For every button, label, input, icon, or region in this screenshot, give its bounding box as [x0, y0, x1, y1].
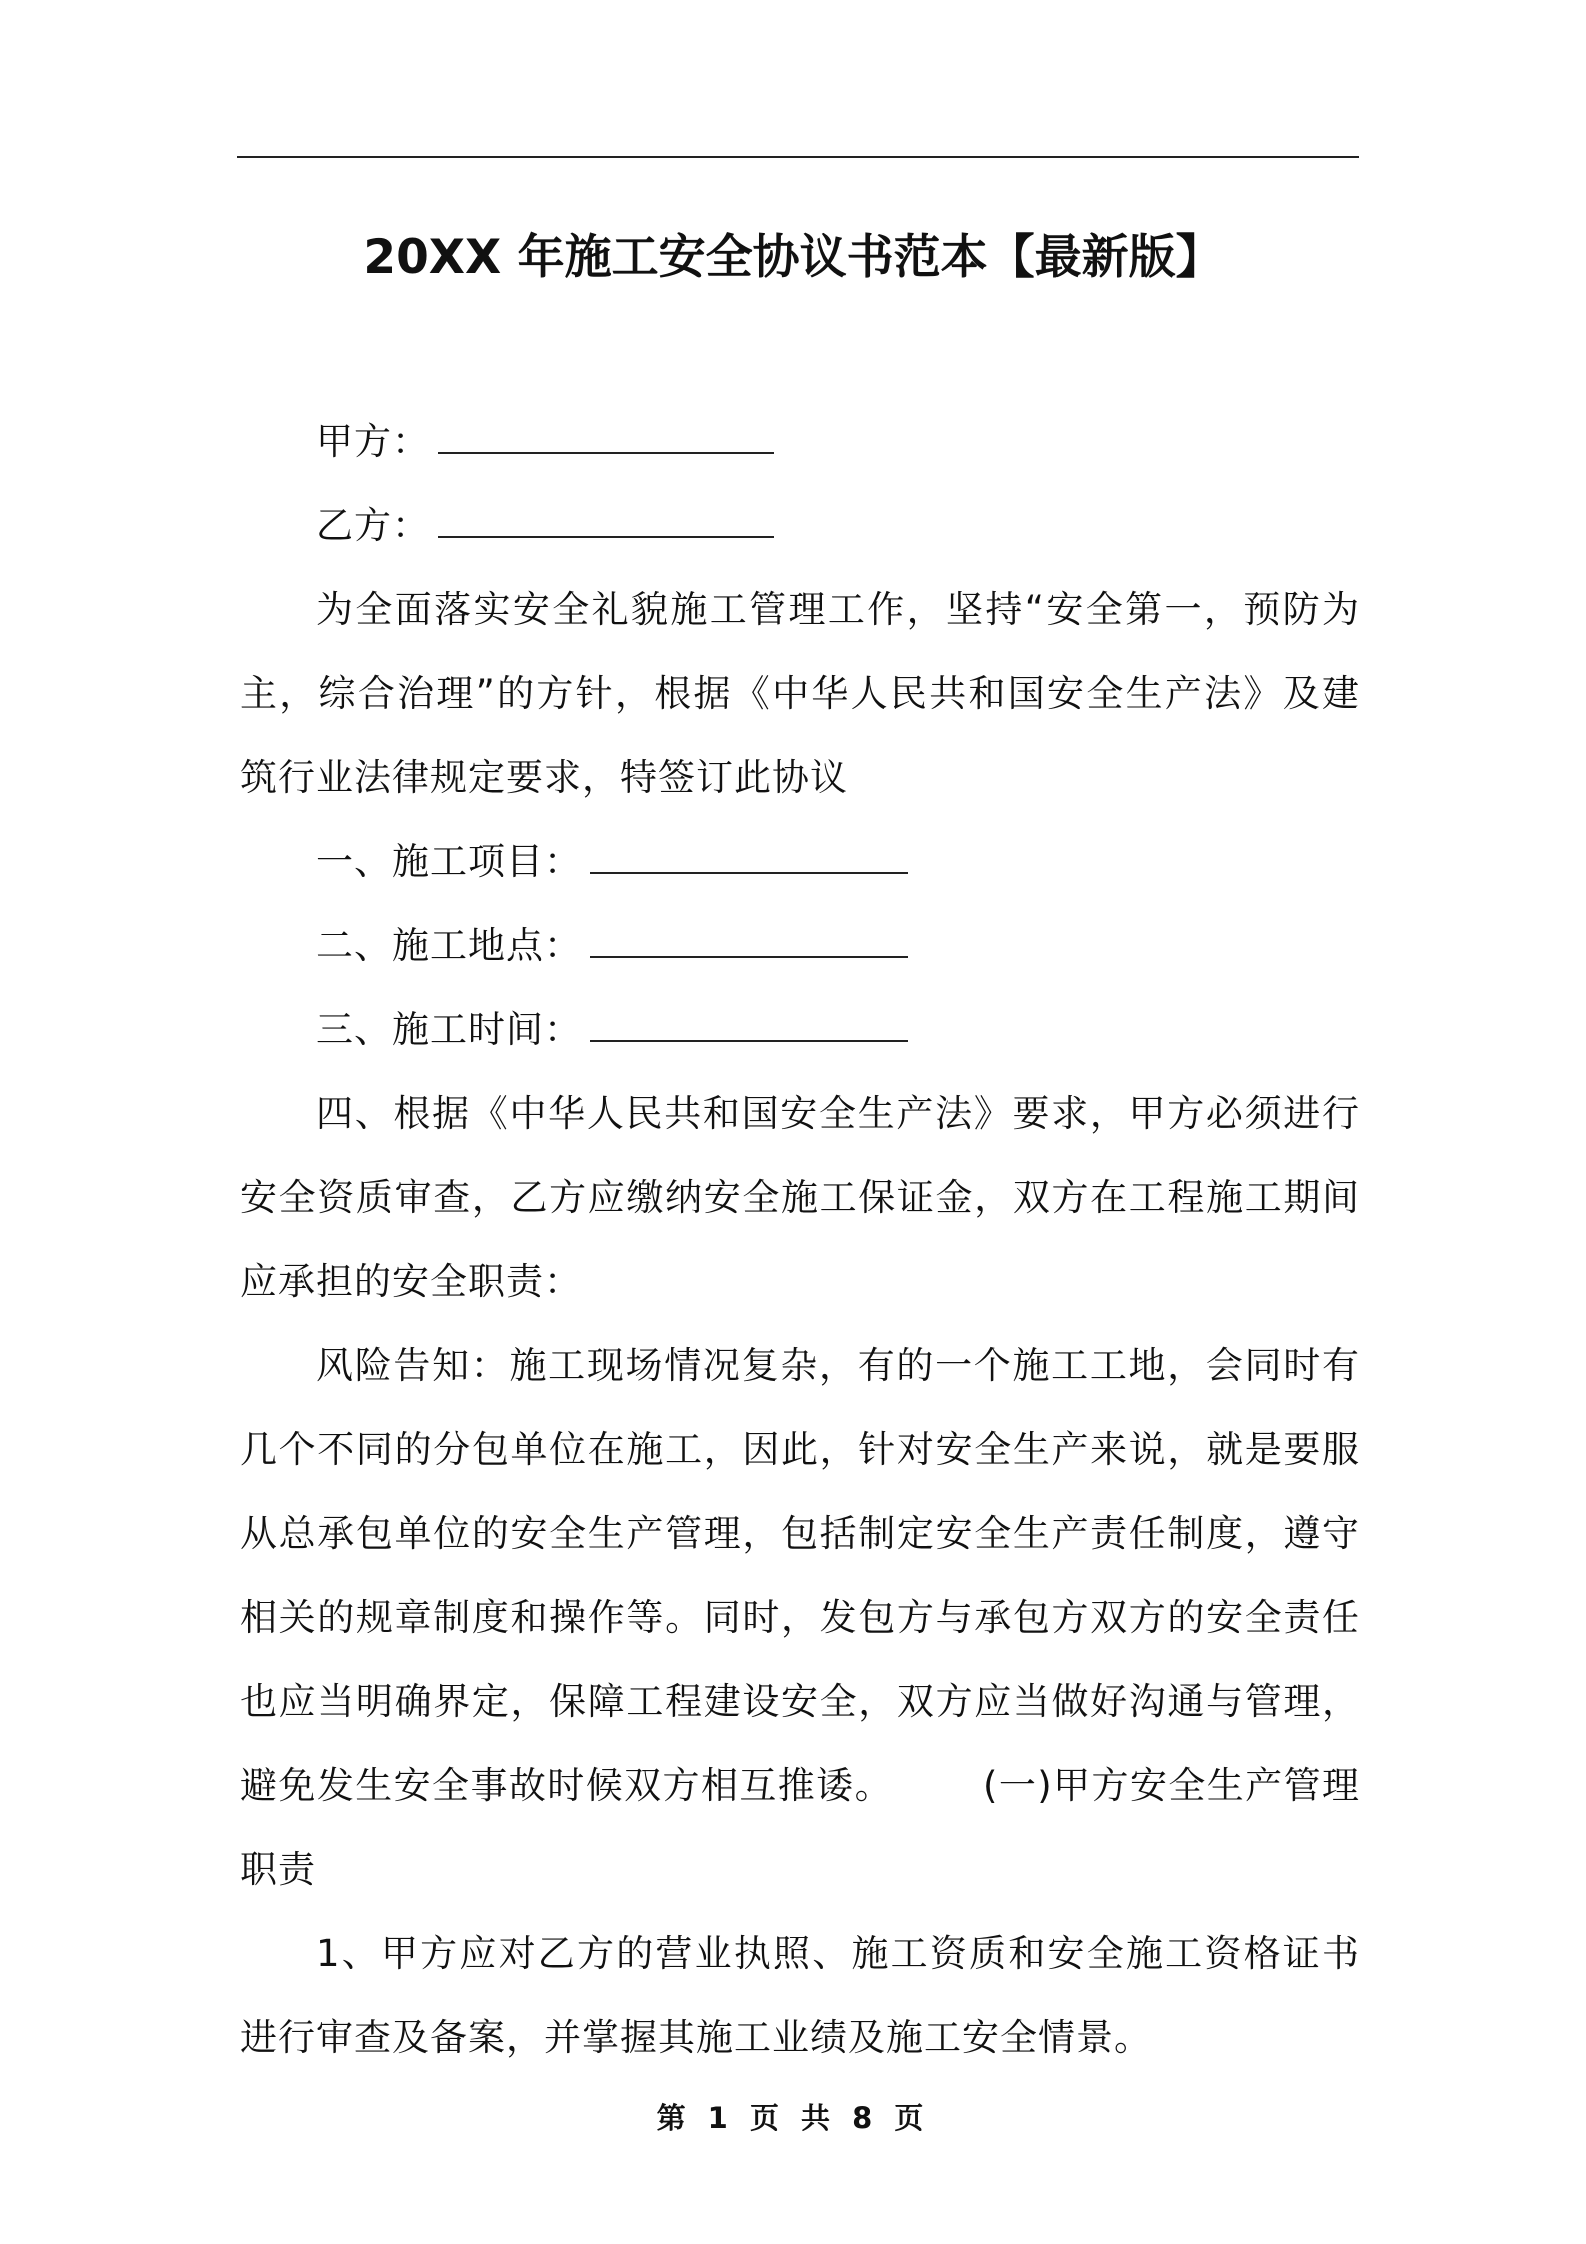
risk-notice-text: 风险告知：施工现场情况复杂，有的一个施工工地，会同时有几个不同的分包单位在施工，因此，针对安全生产来说，就是要服从总承包单位的安全生产管理，包括制定安全生产责任制度，遵守相关的规章制度和操作等。同时，发包方与承包方双方的安全责任也应当明确界定，保障工程建设安全，双方应当做好沟通与管理，避免发生安全事故时候双方相互推诿。: [240, 1344, 1360, 1807]
item-time-line: [240, 988, 1360, 1072]
party-a-line: [240, 400, 1360, 484]
clause-1-paragraph: 1、甲方应对乙方的营业执照、施工资质和安全施工资格证书进行审查及备案，并掌握其施工业绩及施工安全情景。: [240, 1932, 1360, 2059]
page-indicator: 第 1 页 共 8 页: [656, 2101, 930, 2135]
document-body: [240, 400, 1360, 2080]
header-rule: [237, 156, 1359, 158]
item-four-paragraph: 四、根据《中华人民共和国安全生产法》要求，甲方必须进行安全资质审查，乙方应缴纳安全施工保证金，双方在工程施工期间应承担的安全职责：: [240, 1092, 1360, 1303]
intro-paragraph: 为全面落实安全礼貌施工管理工作，坚持“安全第一，预防为主，综合治理”的方针，根据《中华人民共和国安全生产法》及建筑行业法律规定要求，特签订此协议: [240, 588, 1360, 799]
item-location-label: 二、施工地点：: [316, 924, 582, 967]
party-b-blank[interactable]: [438, 506, 774, 538]
party-b-label: 乙方：: [316, 504, 430, 547]
item-time-blank[interactable]: [590, 1010, 908, 1042]
party-a-blank[interactable]: [438, 422, 774, 454]
item-project-label: 一、施工项目：: [316, 840, 582, 883]
document-title: 20XX 年施工安全协议书范本【最新版】: [363, 230, 1223, 285]
section-a-heading: (一)甲方安全生产管理职责: [240, 1764, 1361, 1891]
party-b-line: [240, 484, 1360, 568]
item-location-line: [240, 904, 1360, 988]
item-time-label: 三、施工时间：: [316, 1008, 582, 1051]
risk-notice-paragraph: [240, 1324, 1360, 1912]
party-a-label: 甲方：: [316, 420, 430, 463]
item-location-blank[interactable]: [590, 926, 908, 958]
item-project-blank[interactable]: [590, 842, 908, 874]
item-project-line: [240, 820, 1360, 904]
